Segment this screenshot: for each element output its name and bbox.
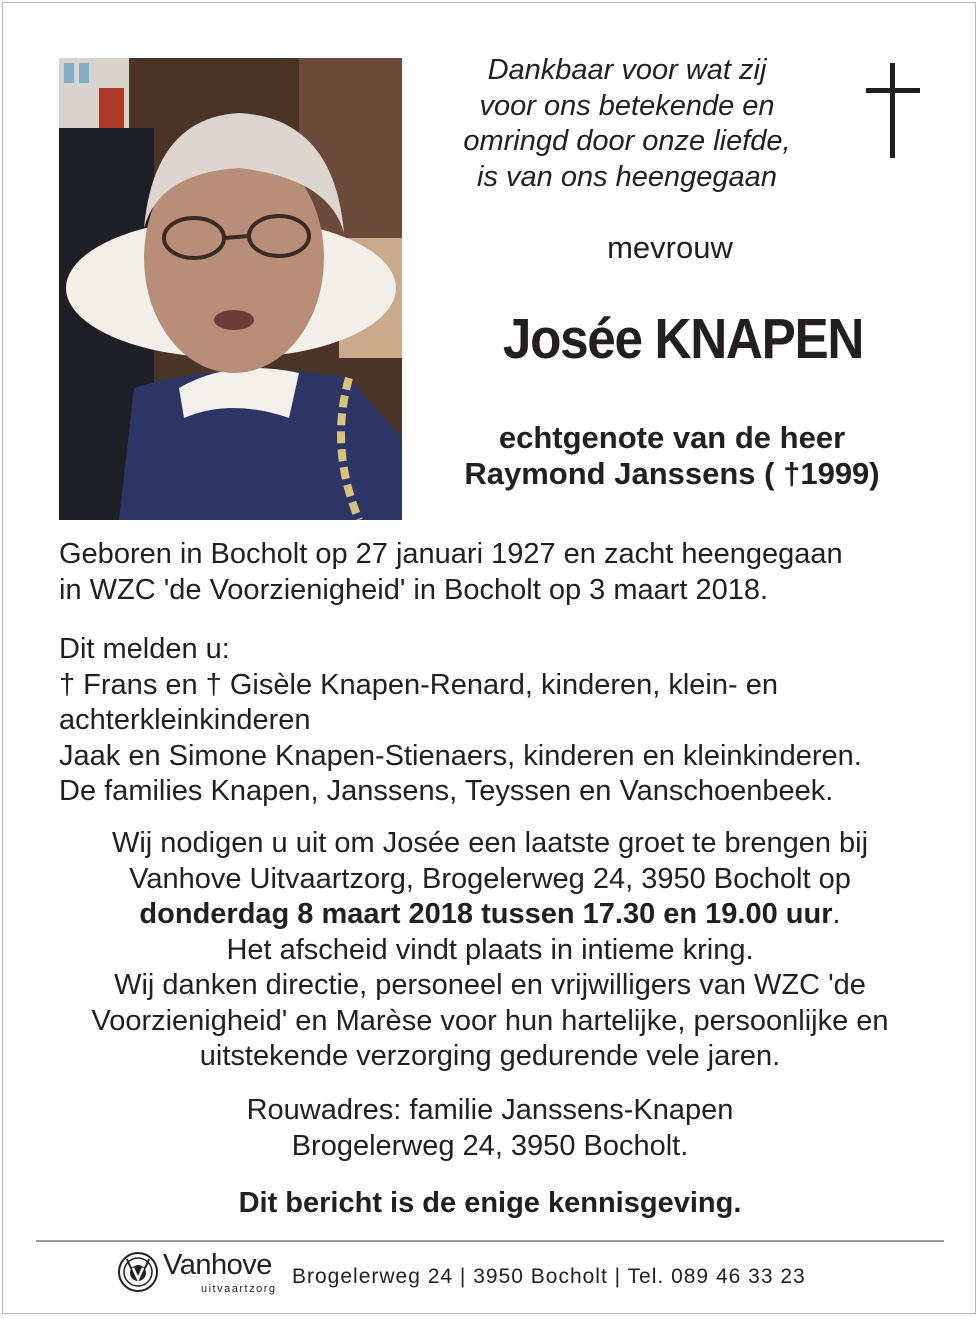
invitation-date-line bbox=[40, 897, 940, 933]
invitation-line: Het afscheid vindt plaats in intieme kring. bbox=[226, 933, 754, 966]
announcement-line: Dit melden u: bbox=[59, 633, 230, 665]
poem-line: voor ons betekende en bbox=[479, 89, 775, 122]
logo-subtitle: uitvaartzorg bbox=[201, 1283, 277, 1295]
thanks-line: uitstekende verzorging gedurende vele jaren. bbox=[199, 1040, 781, 1072]
memorial-poem bbox=[420, 53, 834, 195]
invitation-line: Vanhove Uitvaartzorg, Brogelerweg 24, 3950 Bocholt op bbox=[129, 862, 851, 895]
footer-divider bbox=[36, 1240, 944, 1242]
thanks-line: Wij danken directie, personeel en vrijwilligers van WZC 'de bbox=[114, 969, 866, 1001]
salutation: mevrouw bbox=[607, 230, 733, 265]
invitation-block bbox=[40, 826, 940, 1075]
visitation-date: donderdag 8 maart 2018 tussen 17.30 en 19.00 uur bbox=[139, 898, 833, 930]
birth-line: in WZC 'de Voorzienigheid' in Bocholt op 3 maart 2018. bbox=[59, 573, 769, 606]
deceased-name: Josée KNAPEN bbox=[502, 307, 864, 371]
logo-name: Vanhove bbox=[163, 1249, 272, 1281]
date-suffix: . bbox=[832, 898, 841, 930]
family-announcement bbox=[59, 632, 862, 810]
poem-line: omringd door onze liefde, bbox=[463, 125, 791, 157]
cross-icon bbox=[890, 63, 895, 158]
portrait-photo bbox=[59, 58, 402, 520]
address-line: Rouwadres: familie Janssens-Knapen bbox=[246, 1094, 734, 1126]
vanhove-emblem-icon bbox=[115, 1249, 161, 1295]
vanhove-logo bbox=[115, 1249, 285, 1295]
address-line: Brogelerweg 24, 3950 Bocholt. bbox=[291, 1129, 689, 1162]
invitation-line: Wij nodigen u uit om Josée een laatste groet te brengen bij bbox=[111, 827, 869, 859]
thanks-line: Voorzienigheid' en Marèse voor hun hartelijke, persoonlijke en bbox=[91, 1004, 889, 1037]
birth-line: Geboren in Bocholt op 27 januari 1927 en zacht heengegaan bbox=[59, 538, 843, 570]
poem-line: Dankbaar voor wat zij bbox=[487, 54, 767, 86]
announcement-line: † Frans en † Gisèle Knapen-Renard, kinderen, klein- en bbox=[59, 668, 778, 701]
footer-contact: Brogelerweg 24 | 3950 Bocholt | Tel. 089 46 33 23 bbox=[292, 1265, 806, 1288]
announcement-line: Jaak en Simone Knapen-Stienaers, kinderen en kleinkinderen. bbox=[59, 739, 862, 772]
announcement-line: achterkleinkinderen bbox=[59, 704, 311, 736]
spouse-line: Raymond Janssens ( †1999) bbox=[464, 456, 880, 491]
notice-text: Dit bericht is de enige kennisgeving. bbox=[238, 1187, 742, 1219]
spouse-info bbox=[412, 420, 932, 492]
mourning-address bbox=[40, 1093, 940, 1164]
birth-death-details bbox=[59, 537, 843, 608]
poem-line: is van ons heengegaan bbox=[477, 160, 777, 193]
cross-icon-bar bbox=[866, 88, 920, 93]
spouse-line: echtgenote van de heer bbox=[498, 420, 846, 455]
announcement-line: De families Knapen, Janssens, Teyssen en Vanschoenbeek. bbox=[59, 775, 834, 807]
